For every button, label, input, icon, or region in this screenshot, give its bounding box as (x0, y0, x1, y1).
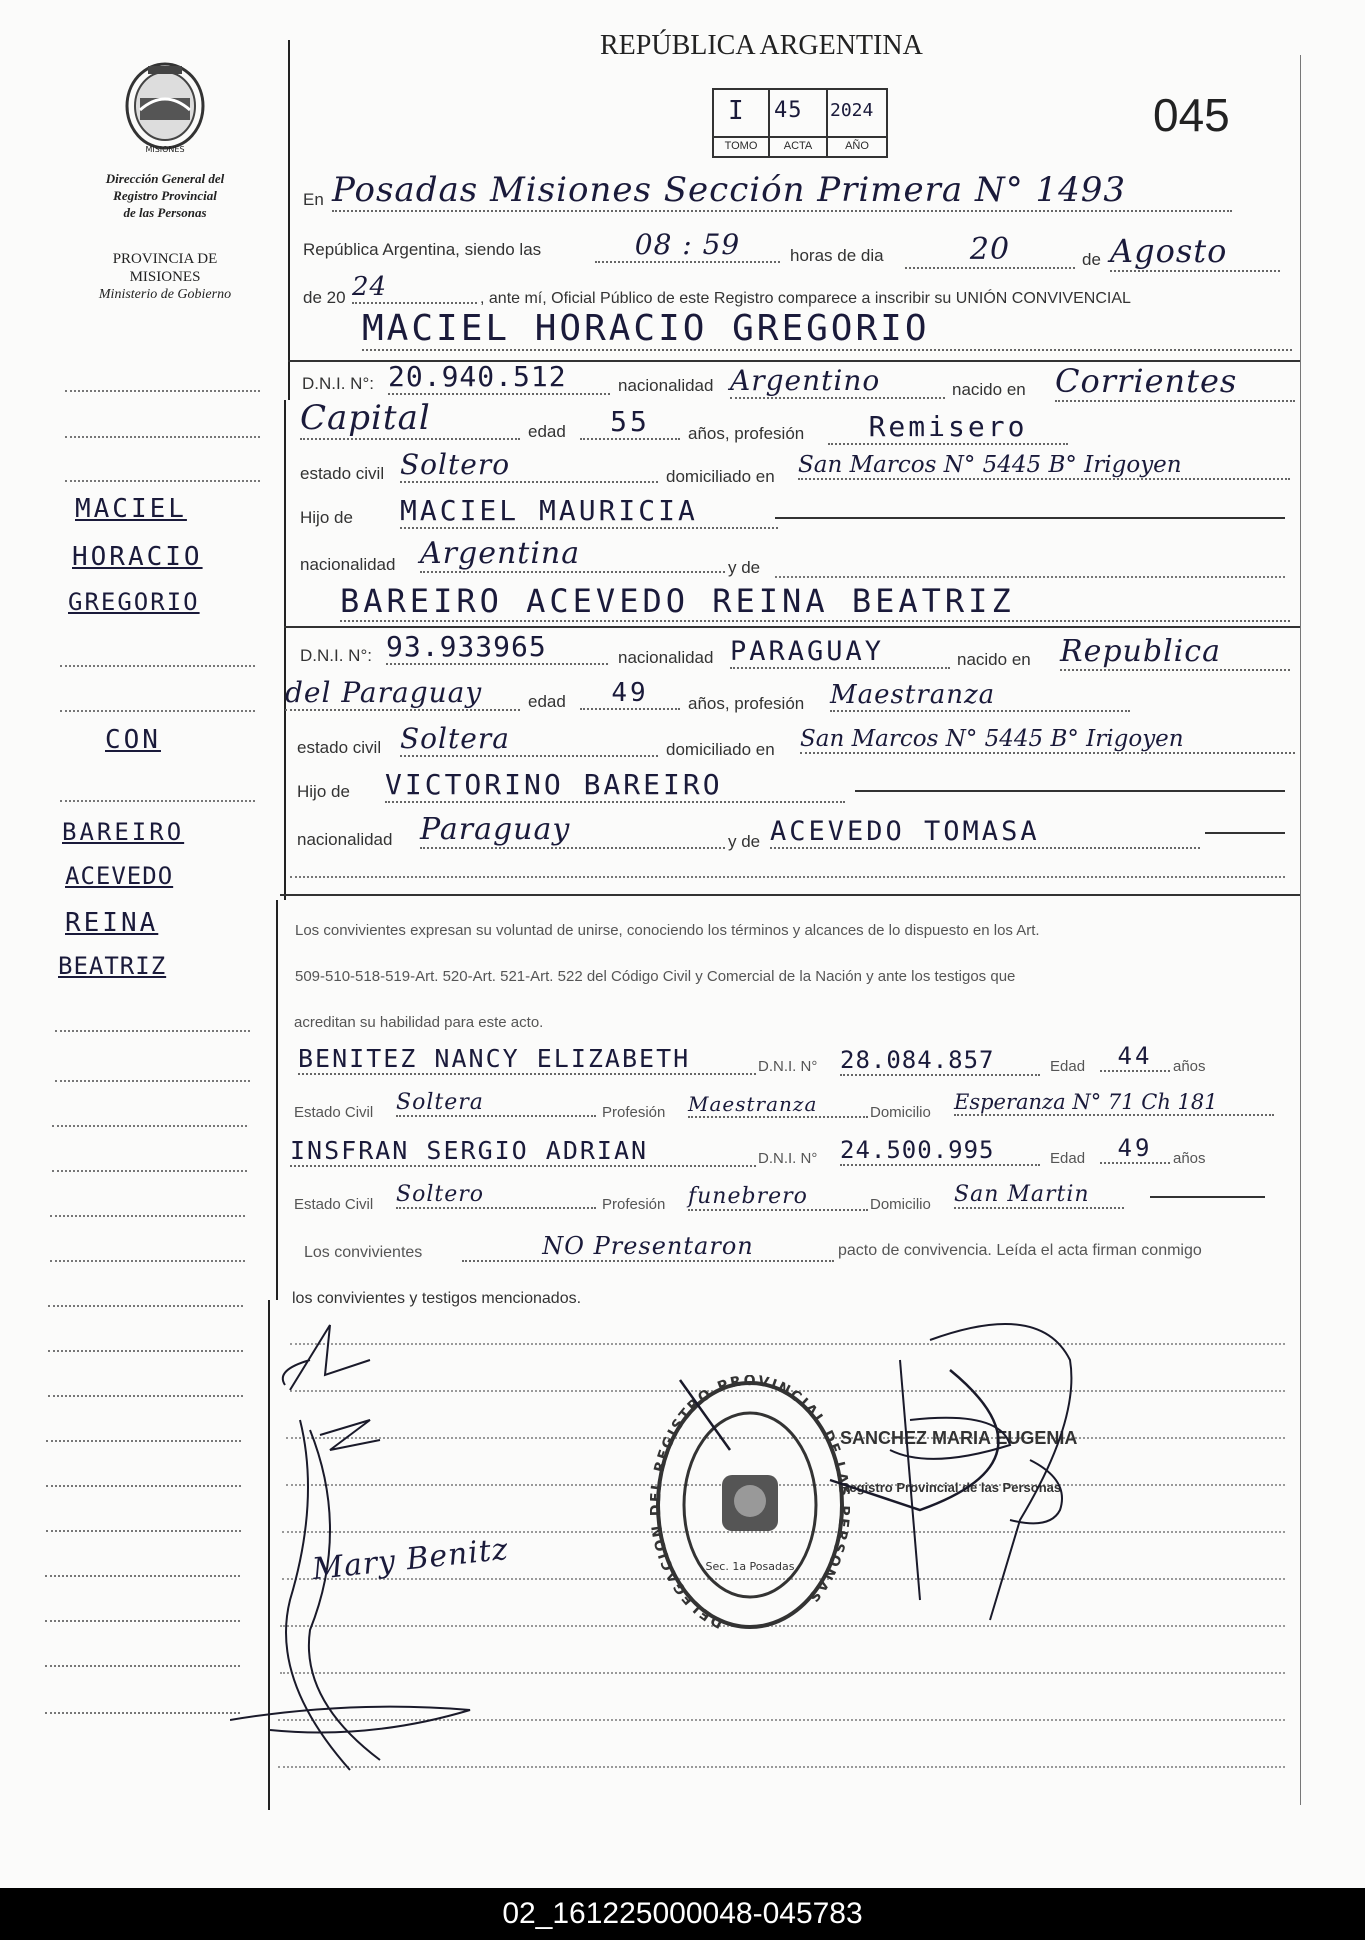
blank-dash (855, 790, 1285, 792)
blank-dash (1150, 1196, 1265, 1198)
left-dotted-row (65, 436, 260, 438)
p1-prof-label: años, profesión (688, 424, 805, 443)
tomo-value: I (728, 96, 747, 126)
margin-name: HORACIO (72, 542, 203, 572)
province-name: PROVINCIA DE MISIONES Ministerio de Gobierno (98, 251, 232, 302)
left-dotted-row (46, 1530, 241, 1532)
p1-nacido-label: nacido en (952, 380, 1026, 399)
left-dotted-row (45, 1620, 240, 1622)
office-name: Dirección General del Registro Provincial de las Personas (105, 171, 225, 220)
tomo-acta-anio-box (712, 88, 888, 158)
p1-estado-label: estado civil (300, 464, 385, 483)
p2-estado-value: Soltera (400, 722, 658, 757)
provincial-seal (118, 58, 212, 163)
left-dotted-row (45, 1575, 240, 1577)
left-dotted-row (65, 480, 260, 482)
left-dotted-row (65, 390, 260, 392)
margin-name: CON (105, 725, 161, 755)
left-dotted-row (48, 1395, 243, 1397)
p2-yde-value: ACEVEDO TOMASA (770, 816, 1200, 849)
p2-estado-label: estado civil (297, 738, 382, 757)
p2-dni-label: D.N.I. N°: (300, 646, 372, 665)
blank-dash (775, 517, 1285, 519)
left-dotted-row (50, 1215, 245, 1217)
month-value: Agosto (1110, 232, 1280, 272)
left-dotted-row (46, 1440, 241, 1442)
p2-nacido-label: nacido en (957, 650, 1031, 669)
left-dotted-row (55, 1080, 250, 1082)
p2-nacido-value-cont: del Paraguay (285, 676, 520, 711)
p1-hijo-value: MACIEL MAURICIA (400, 494, 778, 529)
year-prefix: de 20 (303, 288, 346, 307)
left-dotted-row (48, 1350, 243, 1352)
left-dotted-row (48, 1305, 243, 1307)
p2-nac2-label: nacionalidad (297, 830, 393, 849)
w1-estado-label: Estado Civil (294, 1104, 374, 1121)
p2-dom-label: domiciliado en (666, 740, 775, 759)
w1-anos-label: años (1173, 1058, 1206, 1075)
sheet-number: 045 (1153, 89, 1230, 141)
closing-value: NO Presentaron (462, 1232, 834, 1262)
w2-name: INSFRAN SERGIO ADRIAN (290, 1136, 756, 1167)
w1-name: BENITEZ NANCY ELIZABETH (298, 1044, 756, 1075)
p2-dni-value: 93.933965 (386, 630, 608, 665)
p1-yde-blank (775, 576, 1285, 578)
left-dotted-row (60, 665, 255, 667)
left-border-top (288, 40, 290, 400)
document-code: 02_161225000048-045783 (0, 1888, 1365, 1940)
p2-nac2-value: Paraguay (420, 812, 725, 849)
p1-dom-value: San Marcos N° 5445 B° Irigoyen (798, 452, 1290, 480)
left-dotted-row (55, 1030, 250, 1032)
person1-name: MACIEL HORACIO GREGORIO (362, 308, 1292, 351)
acta-value: 45 (774, 98, 803, 123)
year-value: 24 (352, 272, 477, 304)
w1-dni-value: 28.084.857 (840, 1046, 1040, 1076)
w1-edad-value: 44 (1100, 1042, 1170, 1072)
p1-dom-label: domiciliado en (666, 467, 775, 486)
w1-dom-label: Domicilio (870, 1104, 931, 1121)
closing-line2: los convivientes y testigos mencionados. (292, 1290, 582, 1307)
p2-nac-label: nacionalidad (618, 648, 714, 667)
officer-title: Registro Provincial de las Personas (840, 1480, 1062, 1495)
w1-dom-value: Esperanza N° 71 Ch 181 (954, 1090, 1274, 1116)
p2-yde-label: y de (728, 832, 761, 851)
p1-nacido-value: Corrientes (1055, 362, 1295, 402)
left-dotted-row (45, 1712, 240, 1714)
p1-dni-value: 20.940.512 (388, 360, 610, 395)
p1-hijo-label: Hijo de (300, 508, 353, 527)
place-value: Posadas Misiones Sección Primera N° 1493 (332, 170, 1232, 212)
margin-name: BEATRIZ (58, 952, 167, 980)
svg-text:DELEGACION DEL REGISTRO PROVIN: DELEGACION L REGISTRO PROVINCIAL DE LA ERSONAS (650, 1375, 850, 1631)
left-dotted-row (45, 1665, 240, 1667)
declaration-line1: Los convivientes expresan su voluntad de unirse, conociendo los términos y alcances de lo dispuesto en los Art. (295, 922, 1040, 939)
horas-label: horas de dia (790, 246, 884, 265)
w1-edad-label: Edad (1050, 1058, 1086, 1075)
section-divider (284, 626, 1300, 628)
signature-scribbles (230, 1300, 1130, 1785)
margin-name: REINA (65, 908, 159, 938)
p2-hijo-value: VICTORINO BAREIRO (385, 768, 845, 803)
w1-estado-value: Soltera (396, 1090, 596, 1117)
p1-nacido-value-cont: Capital (300, 398, 520, 440)
p2-nacido-value: Republica (1060, 634, 1290, 671)
closing-label: Los convivientes (304, 1244, 423, 1261)
w2-dni-label: D.N.I. N° (758, 1150, 818, 1167)
margin-name: BAREIRO (62, 818, 185, 846)
left-dotted-row (60, 710, 255, 712)
svg-text:Sec. 1a Posadas: Sec. 1a Posadas (705, 1560, 795, 1573)
p2-edad-label: edad (528, 692, 566, 711)
ante-text: , ante mí, Oficial Público de este Registro comparece a inscribir su UNIÓN CONVIVENCIAL (480, 290, 1131, 307)
en-label: En (303, 190, 324, 209)
person2-name: BAREIRO ACEVEDO REINA BEATRIZ (340, 582, 1290, 622)
p2-nac-value: PARAGUAY (730, 636, 950, 669)
day-value: 20 (905, 232, 1075, 269)
blank-dash (1205, 832, 1285, 834)
anio-label: AÑO (828, 136, 886, 152)
p2-hijo-label: Hijo de (297, 782, 350, 801)
w2-prof-label: Profesión (602, 1196, 666, 1213)
margin-name: GREGORIO (68, 588, 200, 616)
right-border (1300, 55, 1301, 1805)
w2-dom-value: San Martin (954, 1182, 1124, 1209)
country-title: REPÚBLICA ARGENTINA (600, 30, 923, 61)
p2-edad-value: 49 (580, 678, 680, 710)
left-dotted-row (46, 1485, 241, 1487)
p1-nac-value: Argentino (730, 364, 945, 399)
left-dotted-row (52, 1125, 247, 1127)
w1-dni-label: D.N.I. N° (758, 1058, 818, 1075)
w2-edad-value: 49 (1100, 1134, 1170, 1164)
left-dotted-row (50, 1260, 245, 1262)
blank-dotted-line (290, 876, 1285, 878)
w2-dni-value: 24.500.995 (840, 1136, 1040, 1166)
declaration-line2: 509-510-518-519-Art. 520-Art. 521-Art. 522 del Código Civil y Comercial de la Nación y ante los testigos que (295, 968, 1016, 985)
w2-estado-value: Soltero (396, 1182, 596, 1209)
w2-dom-label: Domicilio (870, 1196, 931, 1213)
officer-name: SANCHEZ MARIA EUGENIA (840, 1428, 1078, 1448)
left-dotted-row (52, 1170, 247, 1172)
p1-estado-value: Soltero (400, 448, 658, 483)
margin-name: ACEVEDO (65, 862, 174, 890)
acta-label: ACTA (770, 136, 826, 152)
w2-prof-value: funebrero (688, 1184, 868, 1211)
left-border-low (276, 900, 278, 1300)
p2-dom-value: San Marcos N° 5445 B° Irigoyen (800, 726, 1295, 754)
declaration-line3: acreditan su habilidad para este acto. (294, 1014, 544, 1031)
w1-prof-label: Profesión (602, 1104, 666, 1121)
svg-text:MISIONES: MISIONES (145, 145, 185, 154)
p2-prof-label: años, profesión (688, 694, 805, 713)
section-divider (280, 894, 1300, 896)
left-border-mid (284, 400, 286, 900)
tomo-label: TOMO (714, 136, 768, 152)
w1-prof-value: Maestranza (688, 1092, 868, 1118)
p1-prof-value: Remisero (828, 410, 1068, 445)
p2-prof-value: Maestranza (830, 680, 1130, 712)
de-label: de (1082, 250, 1101, 269)
margin-name: MACIEL (75, 494, 187, 524)
p1-edad-label: edad (528, 422, 566, 441)
w2-estado-label: Estado Civil (294, 1196, 374, 1213)
w2-anos-label: años (1173, 1150, 1206, 1167)
anio-value: 2024 (830, 100, 874, 121)
p1-dni-label: D.N.I. N°: (302, 374, 374, 393)
witness-signature: Mary Benitz (310, 1531, 511, 1588)
p1-nac2-label: nacionalidad (300, 555, 396, 574)
p1-nac-label: nacionalidad (618, 376, 714, 395)
rep-label: República Argentina, siendo las (303, 240, 542, 259)
p1-nac2-value: Argentina (420, 536, 725, 573)
time-value: 08 : 59 (595, 228, 780, 263)
p1-edad-value: 55 (580, 405, 680, 440)
closing-pacto: pacto de convivencia. Leída el acta firman conmigo (838, 1242, 1202, 1259)
p1-yde-label: y de (728, 558, 761, 577)
w2-edad-label: Edad (1050, 1150, 1086, 1167)
left-dotted-row (60, 800, 255, 802)
